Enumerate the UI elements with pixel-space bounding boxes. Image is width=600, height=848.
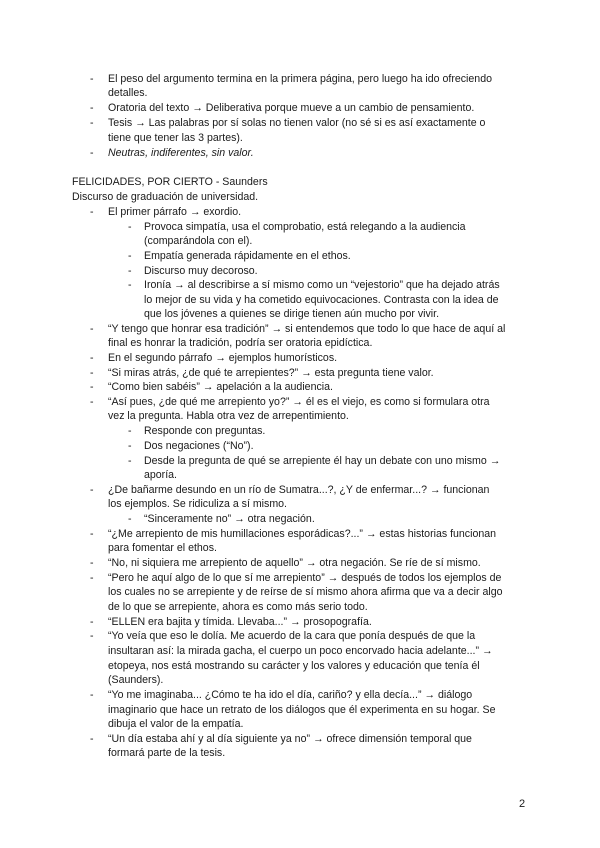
bullet-dash: - [128,250,132,262]
bullet-dash: - [90,381,94,393]
bullet-dash: - [90,528,94,540]
bullet-dash: - [90,323,94,335]
bullet-dash: - [128,221,132,233]
bullet-dash: - [90,572,94,584]
bullet-dash: - [90,733,94,745]
bullet-dash: - [90,396,94,408]
bullet-dash: - [128,279,132,291]
bullet-dash: - [90,102,94,114]
bullet-dash: - [128,513,132,525]
bullet-dash: - [90,630,94,642]
section-title: FELICIDADES, POR CIERTO - Saunders [72,176,268,188]
section-subtitle: Discurso de graduación de universidad. [72,191,259,203]
bullet-dash: - [128,455,132,467]
bullet-dash: - [90,206,94,218]
bullet-dash: - [90,557,94,569]
bullet-dash: - [90,117,94,129]
bullet-dash: - [90,484,94,496]
bullet-dash: - [90,689,94,701]
document-page: - El peso del argumento termina en la primera página, pero luego ha ido ofreciendo detalles. - Oratoria del texto → Deliberativa porque mueve a un cambio de pensamiento. - Tesis → Las palabras por sí solas no tienen valor (no sé si es así exactamente o tiene que tener las 3 partes). - Neutras, indiferentes, sin valor. FELICIDADES, POR CIERTO - Saunders Discurso de graduación de universidad. - El primer párrafo → exordio. - Provoca simpatía, usa el comprobatio, está relegando a la audiencia (comparándola con el). - Empatía generada rápidamente en el ethos. - Discurso muy decoroso. - Ironía → al describirse a sí mismo como un “vejestorio” que ha dejado atrás lo mejor de su vida y ha cometido equivocaciones. Contrasta con la idea de que los jóvenes a quienes se dirige tienen aún mucho por vivir. - “Y tengo que honrar esa tradición” → si entendemos que todo lo que hace de aquí al final es honrar la tradición, podría ser oratoria epidíctica. - En el segundo párrafo → ejemplos humorísticos. - “Si miras atrás, ¿de qué te arrepientes?” → esta pregunta tiene valor. - “Como bien sabéis” → apelación a la audiencia. - “Así pues, ¿de qué me arrepiento yo?” → él es el viejo, es como si formulara otra vez la pregunta. Habla otra vez de arrepentimiento. - Responde con preguntas. - Dos negaciones (“No”). - Desde la pregunta de qué se arrepiente él hay un debate con uno mismo → aporía. - ¿De bañarme desundo en un río de Sumatra...?, ¿Y de enfermar...? → funcionan los ejemplos. Se ridiculiza a sí mismo. - “Sinceramente no” → otra negación. - “¿Me arrepiento de mis humillaciones esporádicas?...” → estas historias funcionan para fomentar el ethos. - “No, ni siquiera me arrepiento de aquello” → otra negación. Se ríe de sí mismo. - “Pero he aquí algo de lo que sí me arrepiento” → después de todos los ejemplos de los cuales no se arrepiente y de reírse de sí mismo ahora afirma que va a decir algo de lo que se arrepiente, ahora es como más serio todo. - “ELLEN era bajita y tímida. Llevaba...” → prosopografía. - “Yo veía que eso le dolía. Me acuerdo de la cara que ponía después de que la insultaran así: la mirada gacha, el cuerpo un poco encorvado hacia adelante...” → etopeya, nos está mostrando su carácter y los valores y educación que tenía él (Saunders). - “Yo me imaginaba... ¿Cómo te ha ido el día, cariño? y ella decía...” → diálogo imaginario que hace un retrato de los diálogos que él experimenta en su hogar. Se dibuja el valor de la empatía. - “Un día estaba ahí y al día siguiente ya no” → ofrece dimensión temporal que formará parte de la tesis. 2 [72,73,526,810]
bullet-dash: - [90,616,94,628]
bullet-dash: - [90,73,94,85]
page-number: 2 [519,798,526,810]
bullet-dash: - [90,147,94,159]
bullet-dash: - [90,352,94,364]
bullet-dash: - [128,440,132,452]
bullet-dash: - [90,367,94,379]
bullet-dash: - [128,265,132,277]
bullet-dash: - [128,425,132,437]
